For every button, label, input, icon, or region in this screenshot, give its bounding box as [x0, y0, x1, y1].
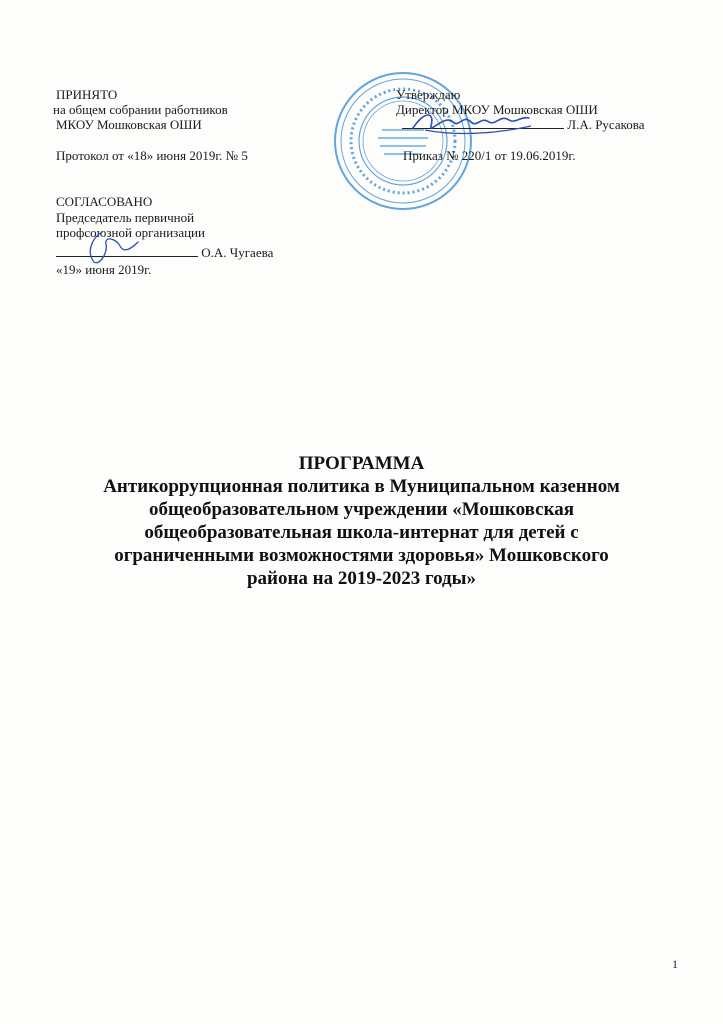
title-line-2: Антикоррупционная политика в Муниципальном казенном — [103, 476, 620, 497]
agreed-date: «19» июня 2019г. — [56, 262, 152, 277]
title-line-3: общеобразовательном учреждении «Мошковская — [148, 499, 575, 520]
title-line-6: района на 2019-2023 годы» — [246, 568, 477, 589]
title-line-5: ограниченными возможностями здоровья» Мошковского — [114, 545, 609, 566]
union-signature-icon — [72, 228, 142, 268]
order-line: Приказ № 220/1 от 19.06.2019г. — [403, 148, 576, 163]
accepted-line-1: на общем собрании работников — [53, 102, 228, 117]
page-number: 1 — [672, 957, 678, 971]
agreed-line-2: профсоюзной организации — [56, 225, 205, 240]
agreed-signer: О.А. Чугаева — [201, 245, 274, 260]
approve-signer: Л.А. Русакова — [567, 117, 645, 132]
program-title — [40, 452, 683, 590]
title-line-4: общеобразовательная школа-интернат для детей с — [144, 522, 579, 543]
approve-title: Утверждаю — [396, 87, 461, 102]
accepted-title: ПРИНЯТО — [56, 87, 118, 102]
approve-line-1: Директор МКОУ Мошковская ОШИ — [396, 102, 598, 117]
accepted-line-2: МКОУ Мошковская ОШИ — [56, 117, 202, 132]
agreed-title: СОГЛАСОВАНО — [56, 194, 153, 209]
protocol-line: Протокол от «18» июня 2019г. № 5 — [56, 148, 248, 163]
director-signature-icon — [405, 100, 535, 140]
agreed-line-1: Председатель первичной — [56, 210, 195, 225]
title-line-1: ПРОГРАММА — [298, 453, 425, 474]
